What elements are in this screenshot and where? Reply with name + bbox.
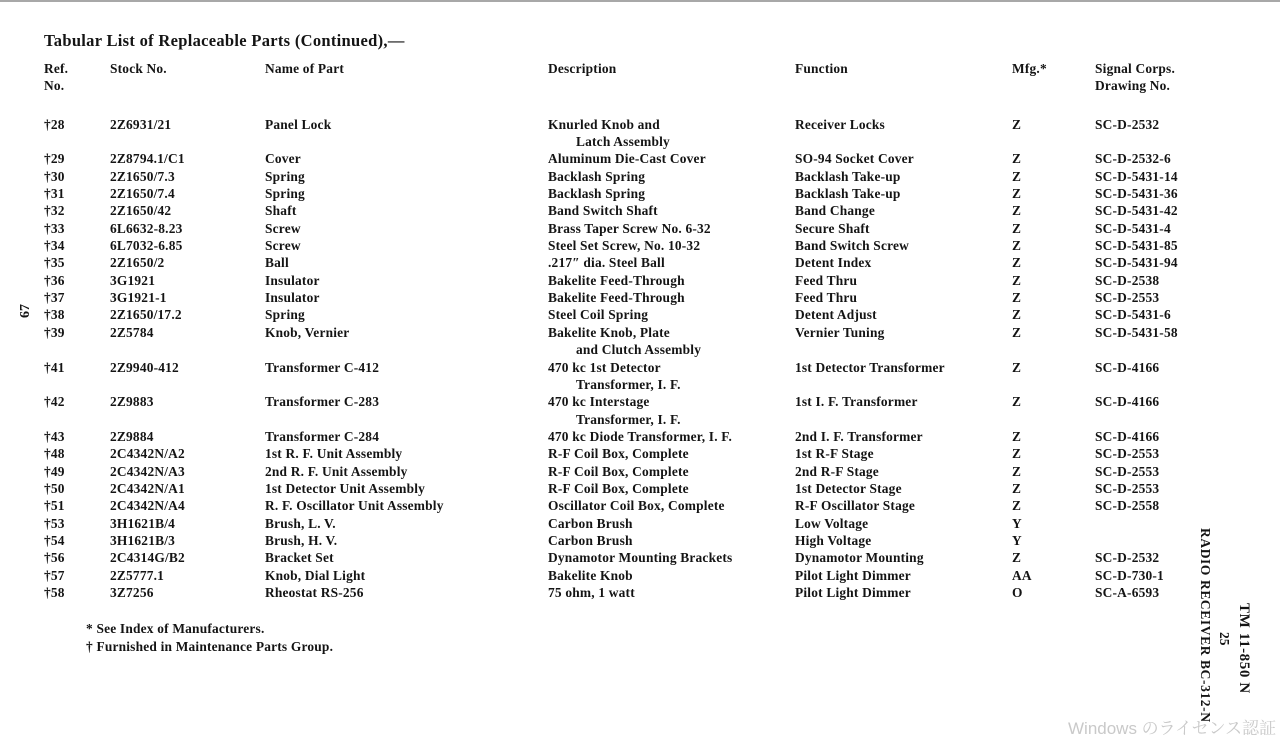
cell-description xyxy=(548,185,795,202)
cell-ref-no: †37 xyxy=(44,290,65,306)
cell-function: 2nd R-F Stage xyxy=(795,463,879,479)
cell-stock-no: 2Z9940-412 xyxy=(110,359,179,375)
right-margin-page-number: 25 xyxy=(1217,632,1232,646)
cell-drawing-no: SC-D-2553 xyxy=(1095,446,1160,462)
table-row xyxy=(44,220,1225,237)
description-line: Oscillator Coil Box, Complete xyxy=(548,498,725,514)
cell-drawing-no: SC-D-2553 xyxy=(1095,480,1160,496)
cell-function: 1st Detector Transformer xyxy=(795,359,945,375)
table-row xyxy=(44,289,1225,306)
footnote-maintenance-group: † Furnished in Maintenance Parts Group. xyxy=(86,638,334,654)
cell-description xyxy=(548,220,795,237)
cell-stock-no: 2Z1650/7.3 xyxy=(110,168,175,184)
cell-drawing-no: SC-D-730-1 xyxy=(1095,567,1164,583)
cell-drawing-no: SC-D-5431-42 xyxy=(1095,203,1178,219)
cell-drawing-no: SC-D-5431-58 xyxy=(1095,324,1178,340)
cell-function: SO-94 Socket Cover xyxy=(795,151,914,167)
description-line: 470 kc Interstage xyxy=(548,394,650,410)
cell-name-of-part: 1st R. F. Unit Assembly xyxy=(265,446,403,462)
cell-function: Band Change xyxy=(795,203,875,219)
table-row xyxy=(44,428,1225,445)
cell-ref-no: †49 xyxy=(44,463,65,479)
cell-stock-no: 2C4342N/A3 xyxy=(110,463,185,479)
cell-mfg: O xyxy=(1012,584,1023,600)
cell-function: Backlash Take-up xyxy=(795,186,901,202)
description-line: Carbon Brush xyxy=(548,515,633,531)
cell-name-of-part: Bracket Set xyxy=(265,550,334,566)
cell-stock-no: 2Z6931/21 xyxy=(110,116,172,132)
cell-mfg: Z xyxy=(1012,116,1022,132)
cell-mfg: Z xyxy=(1012,290,1022,306)
cell-ref-no: †51 xyxy=(44,498,65,514)
cell-description xyxy=(548,289,795,306)
cell-mfg: Z xyxy=(1012,307,1022,323)
cell-mfg: Z xyxy=(1012,272,1022,288)
cell-stock-no: 2Z5777.1 xyxy=(110,567,165,583)
table-row xyxy=(44,237,1225,254)
cell-stock-no: 2Z9884 xyxy=(110,428,154,444)
cell-description xyxy=(548,359,795,394)
description-line: 470 kc Diode Transformer, I. F. xyxy=(548,428,732,444)
footnote-manufacturers: * See Index of Manufacturers. xyxy=(86,621,265,636)
cell-ref-no: †29 xyxy=(44,151,65,167)
cell-name-of-part: Spring xyxy=(265,307,305,323)
cell-ref-no: †28 xyxy=(44,116,65,132)
cell-description xyxy=(548,532,795,549)
cell-name-of-part: Knob, Dial Light xyxy=(265,567,366,583)
scan-edge-artifact xyxy=(0,0,1280,2)
cell-stock-no: 3Z7256 xyxy=(110,584,154,600)
cell-ref-no: †31 xyxy=(44,186,65,202)
cell-mfg: Z xyxy=(1012,428,1022,444)
description-line: Bakelite Knob, Plate xyxy=(548,324,670,340)
cell-mfg: Y xyxy=(1012,532,1022,548)
cell-function: Low Voltage xyxy=(795,515,869,531)
description-line: Transformer, I. F. xyxy=(576,411,681,427)
cell-description xyxy=(548,306,795,323)
cell-name-of-part: Insulator xyxy=(265,272,320,288)
cell-name-of-part: Transformer C-283 xyxy=(265,394,380,410)
cell-drawing-no: SC-D-2532 xyxy=(1095,116,1160,132)
description-line: Dynamotor Mounting Brackets xyxy=(548,550,733,566)
table-row xyxy=(44,445,1225,462)
page-title: Tabular List of Replaceable Parts (Continued),— xyxy=(44,31,405,51)
cell-drawing-no: SC-D-2558 xyxy=(1095,498,1160,514)
cell-mfg: Z xyxy=(1012,168,1022,184)
cell-description xyxy=(548,584,795,601)
cell-name-of-part: Transformer C-412 xyxy=(265,359,380,375)
description-line: Bakelite Knob xyxy=(548,567,633,583)
cell-name-of-part: 2nd R. F. Unit Assembly xyxy=(265,463,408,479)
cell-name-of-part: R. F. Oscillator Unit Assembly xyxy=(265,498,444,514)
description-line: Backlash Spring xyxy=(548,168,646,184)
table-row xyxy=(44,567,1225,584)
cell-mfg: Z xyxy=(1012,480,1022,496)
table-row xyxy=(44,497,1225,514)
cell-ref-no: †34 xyxy=(44,238,65,254)
header-signal-corps-drawing-no: Signal Corps. Drawing No. xyxy=(1095,61,1175,94)
description-line: R-F Coil Box, Complete xyxy=(548,480,689,496)
cell-function: Band Switch Screw xyxy=(795,238,910,254)
cell-drawing-no: SC-D-5431-36 xyxy=(1095,186,1178,202)
cell-description xyxy=(548,393,795,428)
cell-mfg: Z xyxy=(1012,324,1022,340)
cell-drawing-no: SC-D-2538 xyxy=(1095,272,1160,288)
cell-description xyxy=(548,428,795,445)
cell-name-of-part: Ball xyxy=(265,255,289,271)
right-margin-manual-title: RADIO RECEIVER BC-312-N xyxy=(1198,528,1213,723)
cell-stock-no: 6L7032-6.85 xyxy=(110,238,183,254)
cell-name-of-part: Rheostat RS-256 xyxy=(265,584,364,600)
cell-function: High Voltage xyxy=(795,532,872,548)
cell-function: Feed Thru xyxy=(795,272,858,288)
cell-ref-no: †50 xyxy=(44,480,65,496)
header-name-of-part: Name of Part xyxy=(265,61,344,76)
cell-name-of-part: Screw xyxy=(265,220,301,236)
cell-stock-no: 3H1621B/3 xyxy=(110,532,176,548)
cell-description xyxy=(548,515,795,532)
cell-drawing-no: SC-D-5431-4 xyxy=(1095,220,1171,236)
cell-mfg: Z xyxy=(1012,203,1022,219)
cell-ref-no: †39 xyxy=(44,324,65,340)
cell-mfg: Y xyxy=(1012,515,1022,531)
description-line: Transformer, I. F. xyxy=(576,376,681,392)
cell-stock-no: 2Z1650/2 xyxy=(110,255,165,271)
cell-drawing-no: SC-D-2532 xyxy=(1095,550,1160,566)
header-description: Description xyxy=(548,61,617,76)
cell-ref-no: †36 xyxy=(44,272,65,288)
cell-function: Pilot Light Dimmer xyxy=(795,567,911,583)
table-row xyxy=(44,549,1225,566)
table-row xyxy=(44,463,1225,480)
cell-function: Dynamotor Mounting xyxy=(795,550,924,566)
cell-stock-no: 2C4342N/A4 xyxy=(110,498,185,514)
cell-function: Vernier Tuning xyxy=(795,324,885,340)
cell-mfg: Z xyxy=(1012,255,1022,271)
cell-description xyxy=(548,168,795,185)
cell-drawing-no: SC-D-5431-6 xyxy=(1095,307,1171,323)
cell-mfg: Z xyxy=(1012,498,1022,514)
cell-function: 1st Detector Stage xyxy=(795,480,902,496)
cell-mfg: Z xyxy=(1012,359,1022,375)
table-row xyxy=(44,480,1225,497)
cell-drawing-no: SC-D-5431-94 xyxy=(1095,255,1178,271)
description-line: Carbon Brush xyxy=(548,532,633,548)
cell-description xyxy=(548,463,795,480)
cell-stock-no: 2Z9883 xyxy=(110,394,154,410)
cell-description xyxy=(548,324,795,359)
table-row xyxy=(44,168,1225,185)
cell-name-of-part: Insulator xyxy=(265,290,320,306)
description-line: R-F Coil Box, Complete xyxy=(548,446,689,462)
cell-drawing-no: SC-D-4166 xyxy=(1095,428,1160,444)
cell-stock-no: 2Z8794.1/C1 xyxy=(110,151,185,167)
description-line: Brass Taper Screw No. 6-32 xyxy=(548,220,711,236)
cell-stock-no: 2Z1650/7.4 xyxy=(110,186,175,202)
cell-stock-no: 2Z1650/17.2 xyxy=(110,307,182,323)
cell-description xyxy=(548,567,795,584)
cell-stock-no: 3G1921 xyxy=(110,272,156,288)
table-header-row xyxy=(44,60,1225,116)
description-line: Knurled Knob and xyxy=(548,116,660,132)
cell-drawing-no: SC-D-5431-14 xyxy=(1095,168,1178,184)
description-line: 75 ohm, 1 watt xyxy=(548,584,635,600)
cell-stock-no: 2Z5784 xyxy=(110,324,154,340)
cell-description xyxy=(548,549,795,566)
cell-name-of-part: Transformer C-284 xyxy=(265,428,380,444)
table-row xyxy=(44,393,1225,428)
cell-mfg: Z xyxy=(1012,238,1022,254)
description-line: Latch Assembly xyxy=(576,134,670,150)
cell-stock-no: 3H1621B/4 xyxy=(110,515,176,531)
description-line: R-F Coil Box, Complete xyxy=(548,463,689,479)
cell-stock-no: 2C4314G/B2 xyxy=(110,550,185,566)
cell-function: Receiver Locks xyxy=(795,116,885,132)
cell-drawing-no: SC-A-6593 xyxy=(1095,584,1160,600)
parts-table-body xyxy=(44,116,1225,602)
header-ref-no: Ref. No. xyxy=(44,61,69,94)
cell-function: Secure Shaft xyxy=(795,220,870,236)
description-line: 470 kc 1st Detector xyxy=(548,359,661,375)
cell-stock-no: 3G1921-1 xyxy=(110,290,167,306)
cell-ref-no: †43 xyxy=(44,428,65,444)
cell-name-of-part: Screw xyxy=(265,238,301,254)
cell-drawing-no: SC-D-5431-85 xyxy=(1095,238,1178,254)
cell-stock-no: 2C4342N/A2 xyxy=(110,446,185,462)
cell-name-of-part: Brush, L. V. xyxy=(265,515,336,531)
cell-ref-no: †30 xyxy=(44,168,65,184)
description-line: Aluminum Die-Cast Cover xyxy=(548,151,706,167)
description-line: .217″ dia. Steel Ball xyxy=(548,255,665,271)
table-row xyxy=(44,515,1225,532)
cell-stock-no: 2Z1650/42 xyxy=(110,203,172,219)
cell-name-of-part: Shaft xyxy=(265,203,297,219)
cell-ref-no: †48 xyxy=(44,446,65,462)
cell-description xyxy=(548,497,795,514)
description-line: and Clutch Assembly xyxy=(576,342,702,358)
cell-function: 2nd I. F. Transformer xyxy=(795,428,923,444)
cell-name-of-part: Spring xyxy=(265,186,305,202)
cell-mfg: Z xyxy=(1012,463,1022,479)
cell-drawing-no: SC-D-4166 xyxy=(1095,359,1160,375)
footnotes xyxy=(86,620,333,655)
cell-description xyxy=(548,272,795,289)
right-margin-tm-number: TM 11-850 N xyxy=(1236,603,1252,694)
cell-name-of-part: 1st Detector Unit Assembly xyxy=(265,480,426,496)
description-line: Steel Set Screw, No. 10-32 xyxy=(548,238,701,254)
cell-ref-no: †42 xyxy=(44,394,65,410)
cell-ref-no: †54 xyxy=(44,532,65,548)
header-mfg: Mfg.* xyxy=(1012,61,1047,76)
cell-function: Feed Thru xyxy=(795,290,858,306)
cell-ref-no: †38 xyxy=(44,307,65,323)
table-row xyxy=(44,584,1225,601)
cell-description xyxy=(548,116,795,151)
cell-ref-no: †56 xyxy=(44,550,65,566)
cell-mfg: Z xyxy=(1012,186,1022,202)
cell-stock-no: 2C4342N/A1 xyxy=(110,480,185,496)
cell-drawing-no: SC-D-2553 xyxy=(1095,463,1160,479)
table-row xyxy=(44,150,1225,167)
description-line: Bakelite Feed-Through xyxy=(548,272,685,288)
cell-name-of-part: Spring xyxy=(265,168,305,184)
cell-mfg: AA xyxy=(1012,567,1032,583)
cell-drawing-no: SC-D-2553 xyxy=(1095,290,1160,306)
cell-mfg: Z xyxy=(1012,550,1022,566)
cell-ref-no: †33 xyxy=(44,220,65,236)
cell-description xyxy=(548,150,795,167)
cell-ref-no: †32 xyxy=(44,203,65,219)
cell-mfg: Z xyxy=(1012,446,1022,462)
cell-name-of-part: Cover xyxy=(265,151,301,167)
cell-description xyxy=(548,202,795,219)
windows-activation-watermark: Windows のライセンス認証 xyxy=(1068,719,1277,735)
cell-drawing-no: SC-D-4166 xyxy=(1095,394,1160,410)
description-line: Steel Coil Spring xyxy=(548,307,649,323)
cell-mfg: Z xyxy=(1012,151,1022,167)
cell-ref-no: †58 xyxy=(44,584,65,600)
table-row xyxy=(44,306,1225,323)
cell-function: Detent Index xyxy=(795,255,872,271)
table-row xyxy=(44,185,1225,202)
cell-description xyxy=(548,445,795,462)
header-function: Function xyxy=(795,61,848,76)
cell-ref-no: †53 xyxy=(44,515,65,531)
cell-description xyxy=(548,237,795,254)
cell-name-of-part: Panel Lock xyxy=(265,116,332,132)
left-margin-page-number: 67 xyxy=(18,304,33,318)
cell-function: Detent Adjust xyxy=(795,307,877,323)
cell-ref-no: †35 xyxy=(44,255,65,271)
cell-ref-no: †41 xyxy=(44,359,65,375)
cell-function: R-F Oscillator Stage xyxy=(795,498,916,514)
cell-stock-no: 6L6632-8.23 xyxy=(110,220,183,236)
table-row xyxy=(44,116,1225,151)
table-row xyxy=(44,359,1225,394)
table-row xyxy=(44,254,1225,271)
parts-table xyxy=(44,60,1229,601)
cell-name-of-part: Knob, Vernier xyxy=(265,324,350,340)
cell-function: Backlash Take-up xyxy=(795,168,901,184)
table-row xyxy=(44,532,1225,549)
description-line: Bakelite Feed-Through xyxy=(548,290,685,306)
table-row xyxy=(44,202,1225,219)
header-stock-no: Stock No. xyxy=(110,61,167,76)
cell-function: 1st R-F Stage xyxy=(795,446,874,462)
cell-drawing-no: SC-D-2532-6 xyxy=(1095,151,1171,167)
cell-description xyxy=(548,254,795,271)
description-line: Band Switch Shaft xyxy=(548,203,658,219)
description-line: Backlash Spring xyxy=(548,186,646,202)
cell-ref-no: †57 xyxy=(44,567,65,583)
cell-mfg: Z xyxy=(1012,394,1022,410)
cell-function: Pilot Light Dimmer xyxy=(795,584,911,600)
cell-function: 1st I. F. Transformer xyxy=(795,394,918,410)
cell-description xyxy=(548,480,795,497)
cell-name-of-part: Brush, H. V. xyxy=(265,532,338,548)
table-row xyxy=(44,272,1225,289)
table-row xyxy=(44,324,1225,359)
cell-mfg: Z xyxy=(1012,220,1022,236)
